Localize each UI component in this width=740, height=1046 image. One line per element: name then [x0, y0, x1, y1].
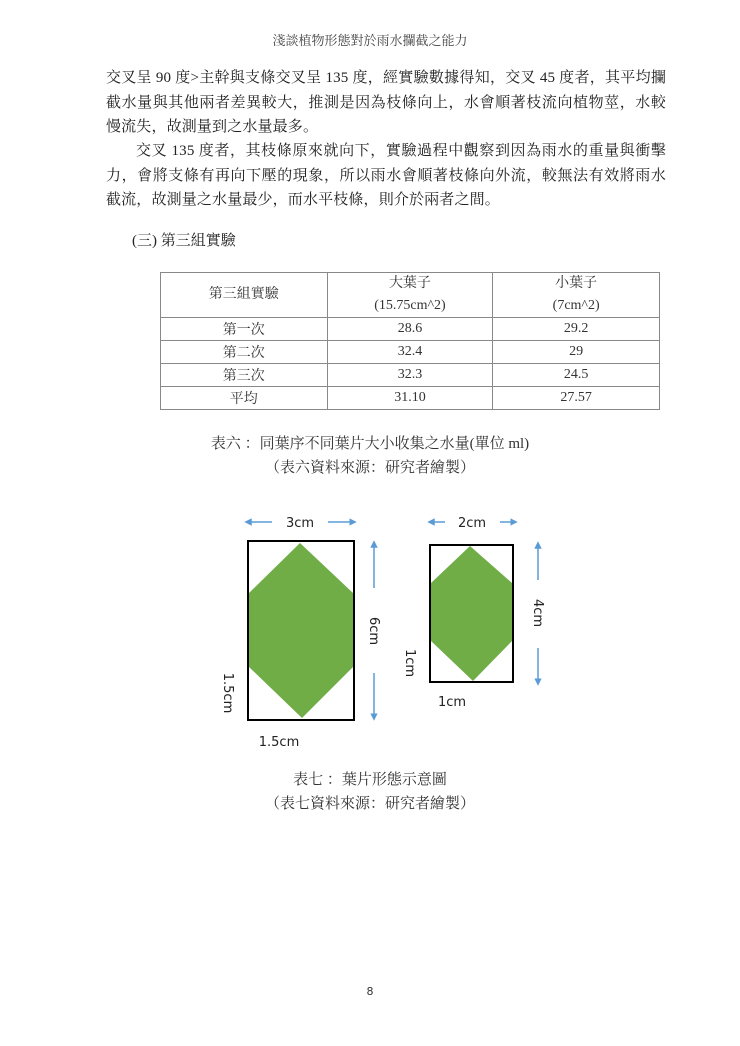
small-bottom-label: 1cm — [437, 695, 467, 710]
header-cell-large-leaf — [327, 273, 493, 318]
small-height-label: 4cm — [530, 598, 545, 628]
cell-large: 28.6 — [327, 318, 493, 341]
page-number: 8 — [366, 985, 374, 998]
cell-large: 32.4 — [327, 341, 493, 364]
table-caption-title: 表六 ：同葉序不同葉片大小收集之水量(單位 ml) — [210, 436, 530, 452]
header-large-label: 大葉子 — [388, 276, 431, 291]
small-leaf-bounding-box — [430, 545, 513, 682]
cell-small: 24.5 — [493, 364, 660, 387]
small-width-label: 2cm — [457, 516, 487, 531]
header-cell-small-leaf — [493, 273, 660, 318]
header-large-area: (15.75cm^2) — [374, 298, 446, 313]
cell-small: 29.2 — [493, 318, 660, 341]
figure-caption — [0, 768, 740, 816]
figure-caption-title: 表七 ：葉片形態示意圖 — [293, 772, 447, 788]
large-leaf-hexagon — [249, 543, 353, 718]
cell-large: 31.10 — [327, 387, 493, 410]
running-header: 淺談植物形態對於雨水攔截之能力 — [272, 33, 468, 48]
large-width-label: 3cm — [285, 516, 315, 531]
table-row — [161, 364, 660, 387]
large-side-label: 1.5cm — [220, 672, 235, 714]
row-label: 第一次 — [161, 318, 328, 341]
header-small-label: 小葉子 — [555, 276, 598, 291]
row-label: 平均 — [161, 387, 328, 410]
table-header-row — [161, 273, 660, 318]
header-small-area: (7cm^2) — [552, 298, 600, 313]
cell-small: 27.57 — [493, 387, 660, 410]
cell-large: 32.3 — [327, 364, 493, 387]
table-caption — [0, 432, 740, 480]
table-caption-source: （表六資料來源：研究者繪製） — [264, 460, 475, 476]
row-label: 第二次 — [161, 341, 328, 364]
results-table — [160, 272, 660, 410]
large-leaf-bounding-box — [248, 541, 354, 720]
large-bottom-label: 1.5cm — [258, 735, 300, 750]
small-leaf-hexagon — [431, 546, 512, 681]
header-cell-group: 第三組實驗 — [161, 273, 328, 318]
table-row — [161, 341, 660, 364]
figure-caption-source: （表七資料來源：研究者繪製） — [264, 796, 475, 812]
paragraph-1: 交叉呈 90 度>主幹與支條交叉呈 135 度，經實驗數據得知，交叉 45 度者，其平均攔截水量與其他兩者差異較大，推測是因為枝條向上，水會順著枝流向植物莖，水較慢流失，故測量到之水量最多。 — [106, 70, 666, 135]
table-row — [161, 387, 660, 410]
paragraph-2: 交叉 135 度者，其枝條原來就向下，實驗過程中觀察到因為雨水的重量與衝擊力，會將支條有再向下壓的現象，所以雨水會順著枝條向外流，較無法有效將雨水截流，故測量之水量最少，而水平枝條，則介於兩者之間。 — [106, 143, 666, 208]
cell-small: 29 — [493, 341, 660, 364]
small-side-label: 1cm — [402, 648, 417, 678]
large-leaf-figure — [220, 516, 381, 750]
small-leaf-figure — [402, 516, 545, 710]
row-label: 第三次 — [161, 364, 328, 387]
large-height-label: 6cm — [366, 616, 381, 646]
section-heading: (三) 第三組實驗 — [132, 233, 236, 249]
table-row — [161, 318, 660, 341]
